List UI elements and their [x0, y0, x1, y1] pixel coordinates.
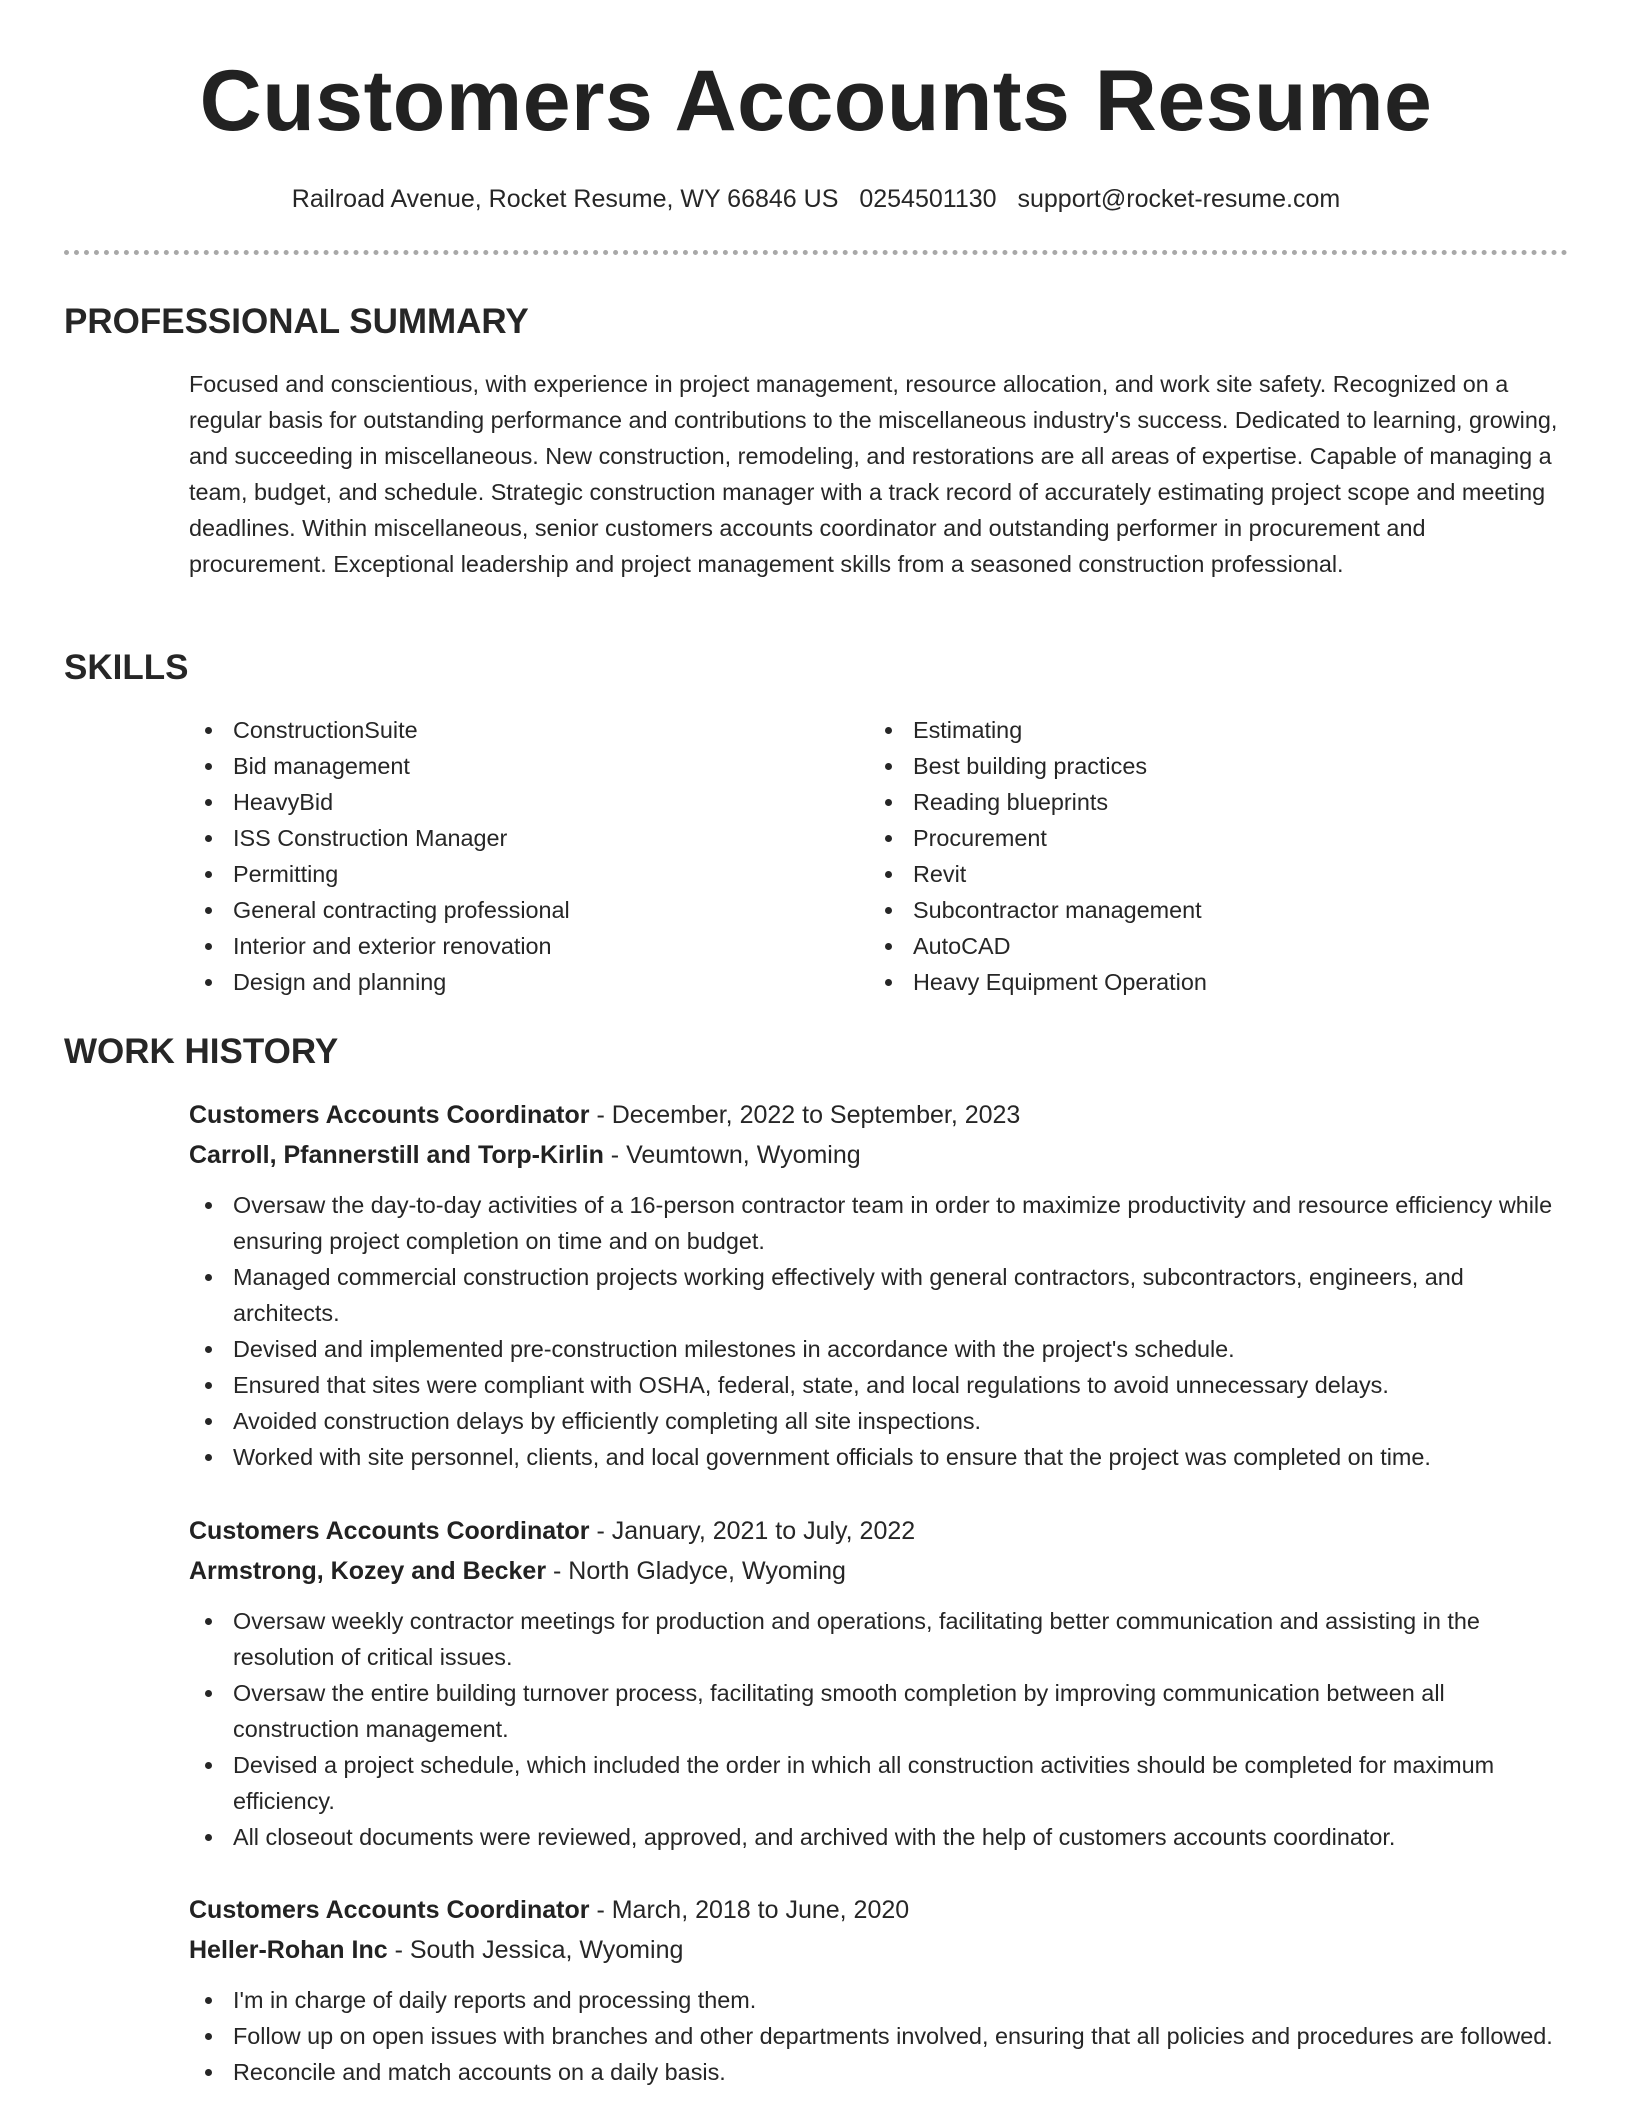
job-bullet: Managed commercial construction projects working effectively with general contractors, subcontractors, engineers, and architects. — [189, 1259, 1569, 1331]
job-bullet: Devised a project schedule, which included the order in which all construction activities should be completed for maximum efficiency. — [189, 1747, 1569, 1819]
contact-line — [0, 184, 1632, 214]
skill-item: Procurement — [869, 820, 1207, 856]
job-dates: - March, 2018 to June, 2020 — [589, 1896, 910, 1924]
job-bullet: Devised and implemented pre-construction milestones in accordance with the project's schedule. — [189, 1331, 1569, 1367]
job-entry — [189, 1890, 1569, 2090]
job-entry — [189, 1095, 1569, 1475]
job-role: Customers Accounts Coordinator — [189, 1517, 590, 1545]
job-entry — [189, 1511, 1569, 1855]
contact-phone: 0254501130 — [859, 185, 997, 213]
job-company: Armstrong, Kozey and Becker — [189, 1557, 547, 1585]
skills-column-right — [869, 712, 1207, 1000]
job-location: - North Gladyce, Wyoming — [546, 1557, 846, 1585]
skill-item: Bid management — [189, 748, 570, 784]
skill-item: Reading blueprints — [869, 784, 1207, 820]
skills-column-left — [189, 712, 570, 1000]
job-bullet: Reconcile and match accounts on a daily basis. — [189, 2054, 1569, 2090]
skill-item: Design and planning — [189, 964, 570, 1000]
job-location: - Veumtown, Wyoming — [603, 1141, 861, 1169]
job-role: Customers Accounts Coordinator — [189, 1101, 590, 1129]
job-bullets — [189, 1603, 1569, 1855]
job-company: Carroll, Pfannerstill and Torp-Kirlin — [189, 1141, 604, 1169]
job-dates: - December, 2022 to September, 2023 — [589, 1101, 1021, 1129]
skill-item: HeavyBid — [189, 784, 570, 820]
skill-item: ISS Construction Manager — [189, 820, 570, 856]
job-bullets — [189, 1187, 1569, 1475]
job-company-line — [189, 1551, 1569, 1591]
skill-item: Subcontractor management — [869, 892, 1207, 928]
job-bullet: I'm in charge of daily reports and processing them. — [189, 1982, 1569, 2018]
job-bullets — [189, 1982, 1569, 2090]
skill-item: Revit — [869, 856, 1207, 892]
summary-text: Focused and conscientious, with experience in project management, resource allocation, and work site safety. Recognized on a regular basis for outstanding performance and contributions to the miscellaneous industry's success. Dedicated to learning, growing, and succeeding in miscellaneous. New construction, remodeling, and restorations are all areas of expertise. Capable of managing a team, budget, and schedule. Strategic construction manager with a track record of accurately estimating project scope and meeting deadlines. Within miscellaneous, senior customers accounts coordinator and outstanding performer in procurement and procurement. Exceptional leadership and project management skills from a seasoned construction professional. — [189, 371, 1558, 577]
job-company-line — [189, 1135, 1569, 1175]
section-title-work-history: WORK HISTORY — [64, 1032, 339, 1071]
section-title-skills: SKILLS — [64, 648, 189, 687]
job-dates: - January, 2021 to July, 2022 — [589, 1517, 916, 1545]
job-bullet: Worked with site personnel, clients, and local government officials to ensure that the project was completed on time. — [189, 1439, 1569, 1475]
job-bullet: Oversaw the entire building turnover process, facilitating smooth completion by improving communication between all construction management. — [189, 1675, 1569, 1747]
skill-item: Interior and exterior renovation — [189, 928, 570, 964]
resume-title: Customers Accounts Resume — [199, 53, 1433, 149]
skill-item: Permitting — [189, 856, 570, 892]
contact-email: support@rocket-resume.com — [1017, 185, 1341, 213]
job-role-line — [189, 1511, 1569, 1551]
contact-address: Railroad Avenue, Rocket Resume, WY 66846 US — [291, 185, 839, 213]
job-bullet: Oversaw weekly contractor meetings for production and operations, facilitating better communication and assisting in the resolution of critical issues. — [189, 1603, 1569, 1675]
job-bullet: Avoided construction delays by efficiently completing all site inspections. — [189, 1403, 1569, 1439]
job-bullet: Ensured that sites were compliant with OSHA, federal, state, and local regulations to avoid unnecessary delays. — [189, 1367, 1569, 1403]
skill-item: ConstructionSuite — [189, 712, 570, 748]
skill-item: Best building practices — [869, 748, 1207, 784]
job-location: - South Jessica, Wyoming — [387, 1936, 684, 1964]
job-bullet: All closeout documents were reviewed, approved, and archived with the help of customers accounts coordinator. — [189, 1819, 1569, 1855]
skill-item: General contracting professional — [189, 892, 570, 928]
job-bullet: Follow up on open issues with branches and other departments involved, ensuring that all policies and procedures are followed. — [189, 2018, 1569, 2054]
job-bullet: Oversaw the day-to-day activities of a 16-person contractor team in order to maximize productivity and resource efficiency while ensuring project completion on time and on budget. — [189, 1187, 1569, 1259]
job-role: Customers Accounts Coordinator — [189, 1896, 590, 1924]
header-divider — [64, 250, 1568, 255]
job-company: Heller-Rohan Inc — [189, 1936, 388, 1964]
job-role-line — [189, 1890, 1569, 1930]
skill-item: Heavy Equipment Operation — [869, 964, 1207, 1000]
skill-item: Estimating — [869, 712, 1207, 748]
section-title-summary: PROFESSIONAL SUMMARY — [64, 302, 529, 341]
job-role-line — [189, 1095, 1569, 1135]
skill-item: AutoCAD — [869, 928, 1207, 964]
job-company-line — [189, 1930, 1569, 1970]
